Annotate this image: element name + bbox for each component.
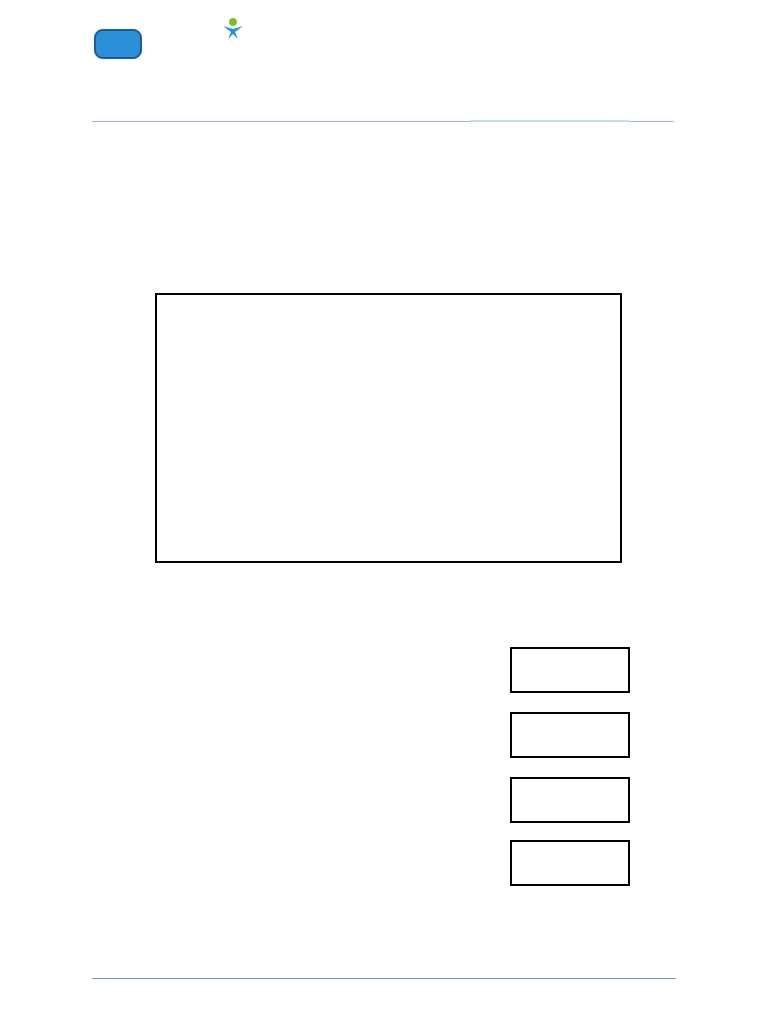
answer-box-4[interactable] [510, 840, 630, 886]
footer-divider [92, 978, 676, 979]
k5-badge-icon [94, 26, 144, 60]
answer-box-1[interactable] [510, 647, 630, 693]
header-divider-accent [470, 120, 630, 122]
legend-cookie-icon [471, 568, 515, 614]
star-figure-icon [220, 16, 246, 40]
answer-box-3[interactable] [510, 777, 630, 823]
pictograph-table [155, 293, 622, 563]
answer-box-2[interactable] [510, 712, 630, 758]
k5-learning-logo [94, 22, 264, 62]
